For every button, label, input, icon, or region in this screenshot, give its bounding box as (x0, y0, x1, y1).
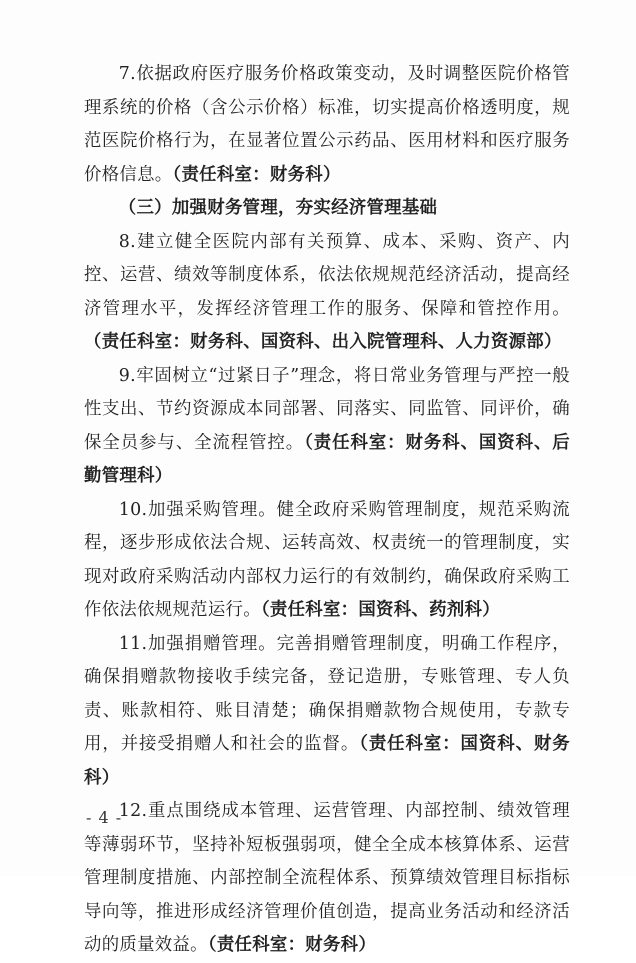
section-heading: （三）加强财务管理，夯实经济管理基础 (118, 198, 438, 218)
responsibility-label: （责任科室：财务科、国资科、出入院管理科、人力资源部） (84, 332, 562, 352)
document-body (84, 58, 570, 963)
responsibility-label: （责任科室：财务科、国资科、后勤管理科） (84, 432, 570, 486)
paragraph-text: 8.建立健全医院内部有关预算、成本、采购、资产、内控、运营、绩效等制度体系，依法依规规范经济活动，提高经济管理水平，发挥经济管理工作的服务、保障和管控作用。 (84, 231, 570, 319)
responsibility-label: （责任科室：财务科） (172, 164, 341, 185)
page-number: - 4 - (86, 808, 123, 827)
paragraph-item-7 (84, 58, 570, 192)
paragraph-text: 12.重点围绕成本管理、运营管理、内部控制、绩效管理等薄弱环节，坚持补短板强弱项，健全全成本核算体系、运营管理制度措施、内部控制全流程体系、预算绩效管理目标指标导向等，推进形成经济管理价值创造，提高业务活动和经济活动的质量效益。 (84, 801, 570, 955)
paragraph-item-9 (84, 360, 570, 494)
paragraph-item-11 (84, 628, 570, 796)
paragraph-text: 10.加强采购管理。健全政府采购管理制度，规范采购流程，逐步形成依法合规、运转高效、权责统一的管理制度，实现对政府采购活动内部权力运行的有效制约，确保政府采购工作依法依规规范运行。 (84, 499, 570, 620)
paragraph-item-10 (84, 494, 570, 628)
paragraph-text: 7.依据政府医疗服务价格政策变动，及时调整医院价格管理系统的价格（含公示价格）标准，切实提高价格透明度，规范医院价格行为，在显著位置公示药品、医用材料和医疗服务价格信息。 (84, 64, 570, 185)
paragraph-item-12 (84, 795, 570, 963)
paragraph-item-8 (84, 226, 570, 360)
responsibility-label: （责任科室：财务科） (207, 935, 377, 955)
responsibility-label: （责任科室：国资科、药剂科） (260, 600, 500, 620)
responsibility-label: （责任科室：国资科、财务科） (84, 734, 570, 788)
paragraph-text: 11.加强捐赠管理。完善捐赠管理制度，明确工作程序，确保捐赠款物接收手续完备，登记造册，专账管理、专人负责、账款相符、账目清楚；确保捐赠款物合规使用，专款专用，并接受捐赠人和社会的监督。 (84, 633, 570, 754)
paragraph-text: 9.牢固树立“过紧日子”理念，将日常业务管理与严控一般性支出、节约资源成本同部署、同落实、同监管、同评价，确保全员参与、全流程管控。 (84, 365, 570, 453)
